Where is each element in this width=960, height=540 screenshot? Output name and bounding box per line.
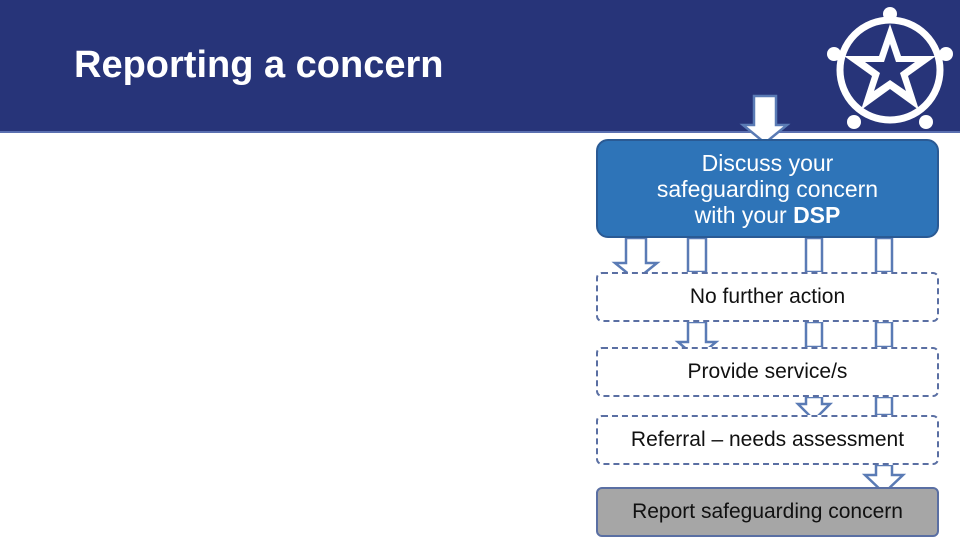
discuss-line-2: safeguarding concern xyxy=(656,175,879,202)
step-label: No further action xyxy=(689,285,846,308)
report-concern-box xyxy=(596,487,939,537)
step-label: Referral – needs assessment xyxy=(630,428,905,451)
arrow-shaft-4 xyxy=(876,238,892,272)
final-label: Report safeguarding concern xyxy=(632,500,903,523)
arrow-shaft-3 xyxy=(806,238,822,272)
discuss-concern-box xyxy=(596,139,939,238)
referral-box xyxy=(596,415,939,465)
page-title: Reporting a concern xyxy=(74,44,444,86)
arrow-into-main xyxy=(743,96,787,143)
arrow-shaft-3b xyxy=(806,322,822,347)
dsp-label: DSP xyxy=(793,201,841,228)
no-further-action-box xyxy=(596,272,939,322)
arrow-shaft-4c xyxy=(876,397,892,415)
arrow-shaft-4b xyxy=(876,322,892,347)
provide-service-box xyxy=(596,347,939,397)
discuss-line-3-prefix: with your xyxy=(694,201,794,228)
arrow-shaft-2 xyxy=(688,238,706,272)
step-label: Provide service/s xyxy=(687,360,848,383)
discuss-line-1: Discuss your xyxy=(701,149,834,176)
